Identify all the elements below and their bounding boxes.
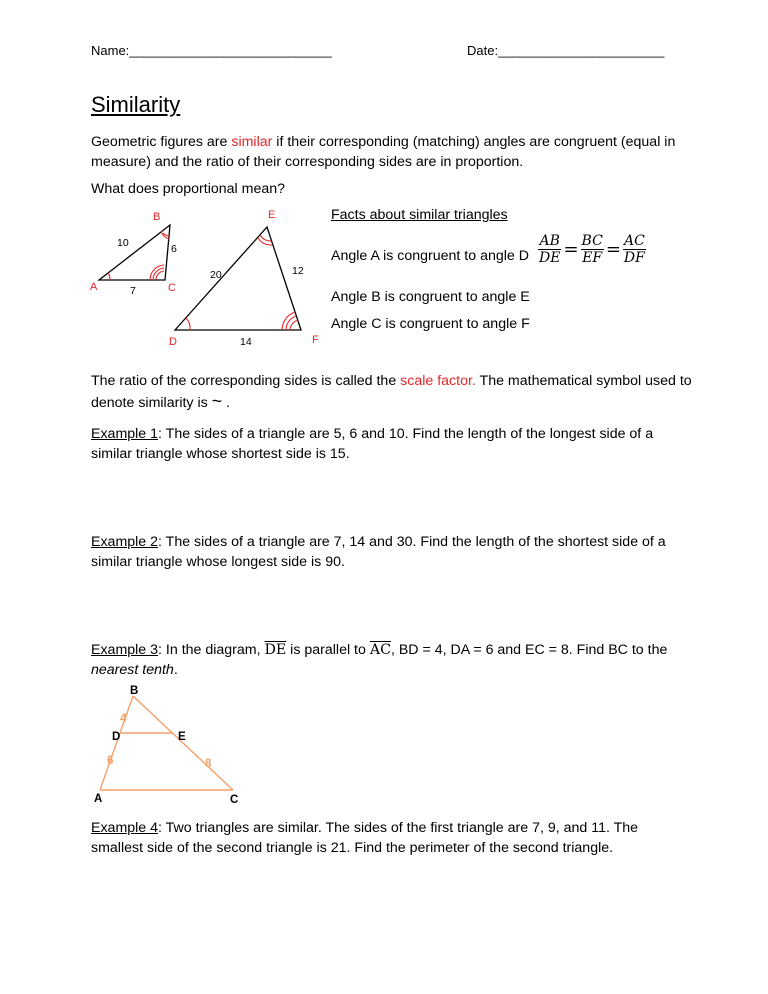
large-triangle-def <box>175 227 301 330</box>
point-c-label: C <box>230 794 239 806</box>
side-de-label: 20 <box>210 269 222 281</box>
vertex-a-label: A <box>90 281 98 293</box>
angle-f-arc-1 <box>290 320 298 330</box>
ratio-ac-df: $\frac{AC}{DF}$ <box>623 233 645 266</box>
facts-heading: Facts about similar triangles <box>331 207 508 223</box>
scale-text-start: The ratio of the corresponding sides is called the <box>91 373 401 389</box>
side-bc-line <box>133 696 233 790</box>
fact-angle-a: Angle A is congruent to angle D <box>331 248 529 264</box>
date-field-label: Date:_______________________ <box>467 43 665 58</box>
point-d-label: D <box>112 731 121 743</box>
angle-c-arc-3 <box>150 265 164 280</box>
vertex-f-label: F <box>312 334 319 346</box>
vertex-b-label: B <box>153 211 161 223</box>
angle-a-arc <box>108 273 110 280</box>
angle-d-arc <box>186 318 190 330</box>
parallel-segment-diagram <box>85 685 255 810</box>
scale-text-end: The mathematical symbol used to <box>475 373 692 389</box>
fact-angle-b: Angle B is congruent to angle E <box>331 289 530 305</box>
vertex-e-label: E <box>268 209 276 221</box>
example-4: Example 4: Two triangles are similar. The sides of the first triangle are 7, 9, and 11. The smallest side of the second triangle is 21. Find the perimeter of the second triangle. <box>91 820 639 856</box>
similarity-symbol: ~ <box>211 391 223 411</box>
example-1: Example 1: The sides of a triangle are 5, 6 and 10. Find the length of the longest side of a similar triangle whose shortest side is 15. <box>91 426 654 462</box>
scale-line-2: denote similarity is <box>91 395 212 411</box>
fact-angle-c: Angle C is congruent to angle F <box>331 316 530 332</box>
proportional-question: What does proportional mean? <box>91 181 286 197</box>
point-e-label: E <box>178 731 186 743</box>
intro-text-start: Geometric figures are <box>91 134 232 150</box>
side-ab-label: 10 <box>117 237 129 249</box>
equals-sign: = <box>605 239 621 260</box>
example-2: Example 2: The sides of a triangle are 7, 14 and 30. Find the length of the shortest side of a similar triangle whose longest side is 90. <box>91 534 666 570</box>
point-b-label: B <box>130 685 139 697</box>
side-ef-label: 12 <box>292 265 304 277</box>
segment-de: $\overline{DE}$ <box>264 642 287 658</box>
length-da-label: 6 <box>107 755 114 767</box>
page-title: Similarity <box>91 92 181 117</box>
equals-sign: = <box>563 239 579 260</box>
scale-factor-term: scale factor. <box>400 373 476 389</box>
example-4-label: Example 4 <box>91 820 159 836</box>
ratio-ab-de: $\frac{AB}{DE}$ <box>539 233 561 266</box>
name-field-label: Name:____________________________ <box>91 43 332 58</box>
angle-f-arc-2 <box>286 316 296 330</box>
side-bc-label: 6 <box>171 243 177 255</box>
segment-ac: $\overline{AC}$ <box>369 642 391 658</box>
example-2-label: Example 2 <box>91 534 159 550</box>
scale-factor-paragraph: The ratio of the corresponding sides is called the scale factor. The mathematical symbol used to denote similarity is ~ . <box>91 373 692 411</box>
example-3: Example 3: In the diagram, $\overline{DE}$ is parallel to $\overline{AC}$, BD = 4, DA = 6 and EC = 8. Find BC to the nearest tenth. <box>91 642 668 678</box>
example-1-label: Example 1 <box>91 426 159 442</box>
point-a-label: A <box>94 793 103 805</box>
intro-line-2: measure) and the ratio of their corresponding sides are in proportion. <box>91 154 524 170</box>
side-ac-label: 7 <box>130 285 136 297</box>
intro-text-end: if their corresponding (matching) angles are congruent (equal in <box>272 134 676 150</box>
example-3-label: Example 3 <box>91 642 159 658</box>
intro-paragraph <box>91 132 691 172</box>
length-ec-label: 8 <box>205 758 212 770</box>
side-ab-line <box>100 696 133 790</box>
small-triangle-abc <box>99 225 170 280</box>
angle-c-arc-1 <box>156 271 164 280</box>
ratio-bc-ef: $\frac{BC}{EF}$ <box>581 233 603 266</box>
side-df-label: 14 <box>240 336 252 348</box>
side-ratio-equation <box>538 233 646 266</box>
vertex-c-label: C <box>168 282 176 294</box>
length-bd-label: 4 <box>120 713 127 725</box>
similar-term: similar <box>231 134 273 150</box>
similar-triangles-figure <box>85 200 325 350</box>
vertex-d-label: D <box>169 336 177 348</box>
